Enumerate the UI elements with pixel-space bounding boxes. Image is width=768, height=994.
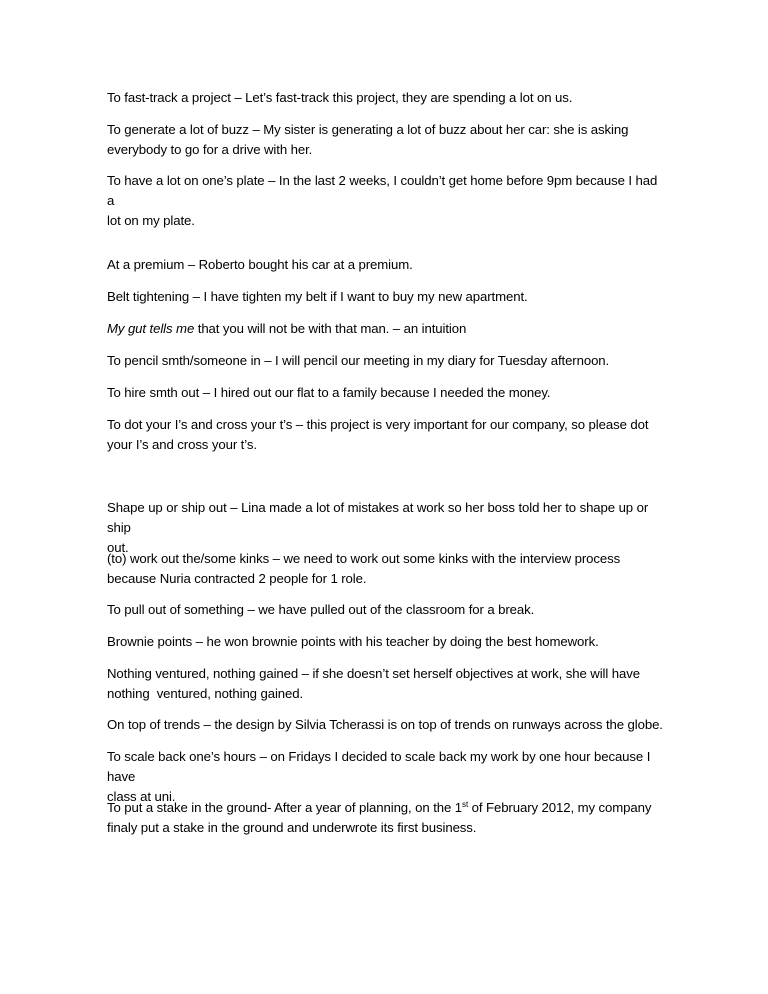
paragraph-scale-back: To scale back one’s hours – on Fridays I decided to scale back my work by one hour because I have class at uni. xyxy=(107,749,651,804)
italic-phrase: My gut tells me xyxy=(107,321,195,336)
paragraph-premium: At a premium – Roberto bought his car at a premium. xyxy=(107,257,413,272)
paragraph-plate: To have a lot on one’s plate – In the last 2 weeks, I couldn’t get home before 9pm because I had a lot on my plate. xyxy=(107,173,658,228)
paragraph-fast-track: To fast-track a project – Let’s fast-track this project, they are spending a lot on us. xyxy=(107,90,573,105)
paragraph-nothing-ventured: Nothing ventured, nothing gained – if she doesn’t set herself objectives at work, she will have nothing ventured, nothing gained. xyxy=(107,666,640,701)
paragraph-buzz: To generate a lot of buzz – My sister is generating a lot of buzz about her car: she is asking everybody to go for a drive with her. xyxy=(107,122,629,157)
ordinal-superscript: st xyxy=(462,800,469,809)
paragraph-dot: To dot your I’s and cross your t’s – this project is very important for our company, so please dot your I’s and cross your t’s. xyxy=(107,417,649,452)
paragraph-brownie: Brownie points – he won brownie points with his teacher by doing the best homework. xyxy=(107,634,599,649)
paragraph-hire: To hire smth out – I hired out our flat to a family because I needed the money. xyxy=(107,385,551,400)
paragraph-trends: On top of trends – the design by Silvia Tcherassi is on top of trends on runways across the globe. xyxy=(107,717,663,732)
paragraph-pencil: To pencil smth/someone in – I will pencil our meeting in my diary for Tuesday afternoon. xyxy=(107,353,610,368)
paragraph-gut: My gut tells me that you will not be with that man. – an intuition xyxy=(107,321,467,336)
paragraph-kinks: (to) work out the/some kinks – we need to work out some kinks with the interview process because Nuria contracted 2 people for 1 role. xyxy=(107,551,621,586)
paragraph-stake: To put a stake in the ground- After a year of planning, on the 1st of February 2012, my company finaly put a stake in the ground and underwrote its first business. xyxy=(107,800,652,835)
paragraph-pull-out: To pull out of something – we have pulled out of the classroom for a break. xyxy=(107,602,535,617)
paragraph-shape-up: Shape up or ship out – Lina made a lot of mistakes at work so her boss told her to shape up or ship out. xyxy=(107,500,649,555)
paragraph-belt: Belt tightening – I have tighten my belt if I want to buy my new apartment. xyxy=(107,289,528,304)
